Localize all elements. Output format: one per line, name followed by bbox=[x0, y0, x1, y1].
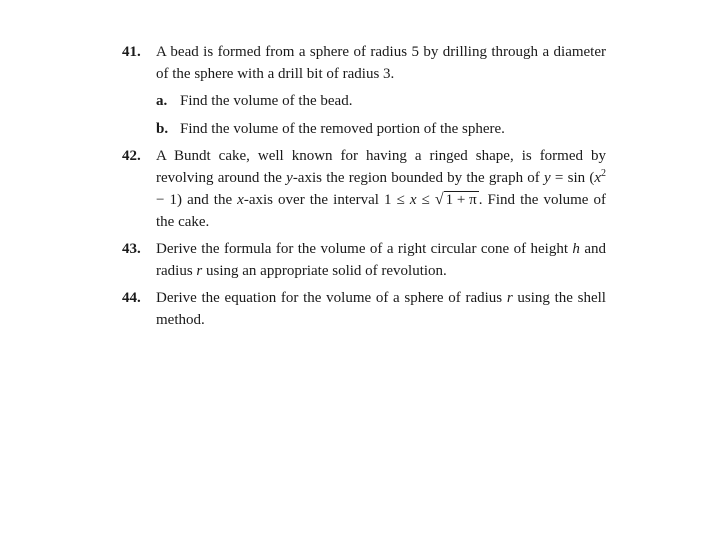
problem-number: 42. bbox=[122, 148, 141, 164]
equation-middle: = sin ( bbox=[550, 169, 595, 186]
problem-41-part-a bbox=[156, 91, 606, 113]
variable-x: x bbox=[237, 192, 244, 208]
text-segment: using the shell method. bbox=[156, 290, 606, 328]
part-letter: b. bbox=[156, 120, 169, 137]
text-segment: -axis the region bounded by the graph of bbox=[292, 169, 545, 186]
text-segment: Derive the equation for the volume of a sphere of radius bbox=[156, 290, 507, 306]
radical-sign: √ bbox=[434, 191, 444, 208]
radicand: 1 + π bbox=[445, 192, 477, 208]
variable-r: r bbox=[506, 290, 513, 306]
problem-42 bbox=[122, 146, 606, 233]
problem-text: A bead is formed from a sphere of radius 5 by drilling through a diameter of the sphere with a drill bit of radius 3. bbox=[156, 44, 606, 82]
text-segment: Derive the formula for the volume of a right circular cone of height bbox=[156, 241, 573, 257]
variable-y: y bbox=[286, 169, 293, 186]
equation-y: y bbox=[544, 169, 551, 186]
exponent: 2 bbox=[601, 167, 607, 179]
part-letter: a. bbox=[156, 93, 168, 109]
equation-x: x bbox=[594, 169, 602, 186]
problem-41-part-b bbox=[156, 119, 606, 141]
problem-text bbox=[156, 288, 606, 331]
problem-44 bbox=[122, 288, 606, 331]
part-text: Find the volume of the bead. bbox=[180, 93, 353, 109]
variable-h: h bbox=[572, 241, 580, 257]
exercise-page bbox=[122, 42, 606, 337]
text-segment: and radius bbox=[156, 241, 606, 279]
problem-41 bbox=[122, 42, 606, 140]
problem-number: 41. bbox=[122, 44, 141, 60]
inequality-left: 1 ≤ bbox=[384, 192, 410, 208]
problem-number: 43. bbox=[122, 241, 141, 257]
problem-number: 44. bbox=[122, 290, 141, 306]
text-segment: A Bundt cake, well known for having a ringed shape, is formed by revolving around the bbox=[156, 148, 606, 186]
text-segment: . Find the volume of the cake. bbox=[156, 192, 606, 230]
variable-r: r bbox=[196, 262, 203, 279]
problem-43 bbox=[122, 239, 606, 282]
text-segment: using an appropriate solid of revolution. bbox=[202, 262, 447, 279]
part-text: Find the volume of the removed portion of the sphere. bbox=[180, 120, 505, 137]
inequality-right: ≤ bbox=[416, 192, 435, 208]
problem-text bbox=[156, 239, 606, 282]
inequality-x: x bbox=[409, 192, 417, 208]
equation-end: − 1) and the bbox=[156, 192, 238, 208]
problem-text bbox=[156, 146, 606, 233]
text-segment: -axis over the interval bbox=[243, 192, 385, 208]
square-root bbox=[435, 189, 479, 212]
